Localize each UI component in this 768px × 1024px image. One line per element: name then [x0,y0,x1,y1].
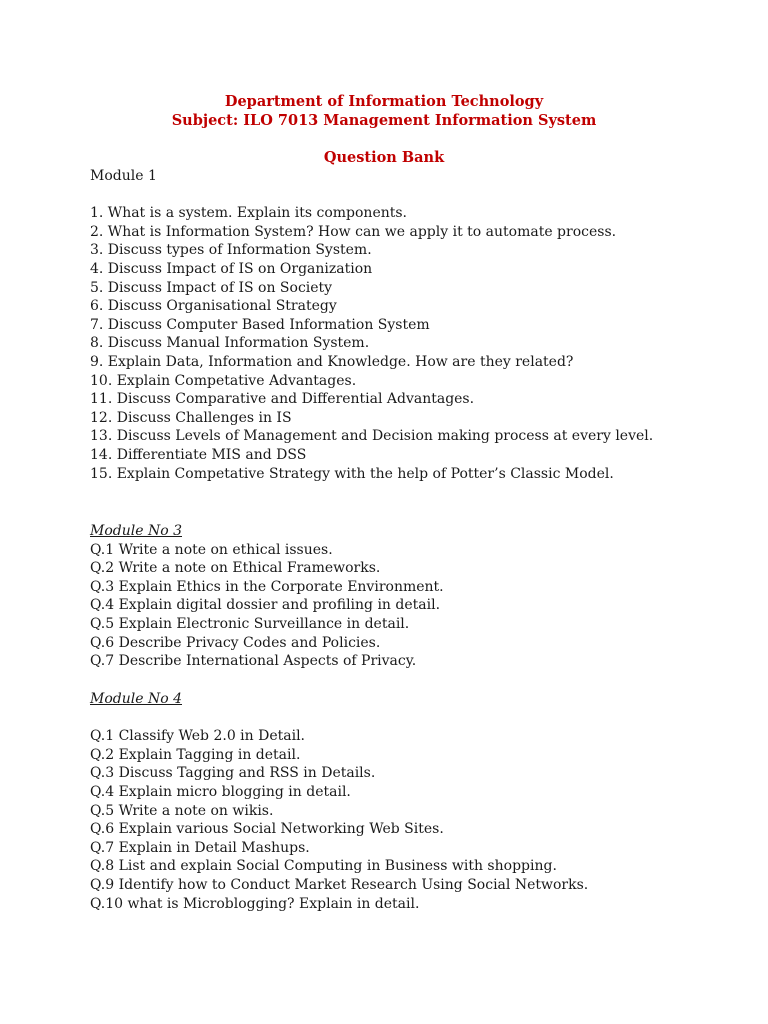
question-item: Q.4 Explain micro blogging in detail. [90,783,351,800]
question-item: Q.9 Identify how to Conduct Market Research Using Social Networks. [90,876,589,893]
question-item: Q.5 Explain Electronic Surveillance in detail. [90,615,410,632]
module-3-title: Module No 3 [90,523,182,539]
question-item: 11. Discuss Comparative and Differential Advantages. [90,391,475,408]
module-4-title: Module No 4 [90,691,182,707]
question-item: 4. Discuss Impact of IS on Organization [90,260,373,277]
question-item: Q.6 Explain various Social Networking Web Sites. [90,821,444,838]
question-item: Q.2 Explain Tagging in detail. [90,746,301,763]
blank-line [90,186,730,205]
module-1-title: Module 1 [90,168,157,184]
question-item: 10. Explain Competative Advantages. [90,372,357,389]
question-item: 14. Differentiate MIS and DSS [90,446,307,463]
question-item: 9. Explain Data, Information and Knowledge. How are they related? [90,353,574,370]
module-3-section [90,522,730,671]
question-item: Q.2 Write a note on Ethical Frameworks. [90,560,381,577]
question-bank-title: Question Bank [323,149,445,166]
module-4-section [90,690,730,913]
question-item: 5. Discuss Impact of IS on Society [90,279,333,296]
question-item: Q.10 what is Microblogging? Explain in detail. [90,895,420,912]
question-item: Q.8 List and explain Social Computing in Business with shopping. [90,858,557,875]
question-item: Q.1 Write a note on ethical issues. [90,541,333,558]
question-item: 6. Discuss Organisational Strategy [90,298,337,315]
question-item: Q.6 Describe Privacy Codes and Policies. [90,634,381,651]
question-item: Q.7 Describe International Aspects of Privacy. [90,653,417,670]
module-1-section [90,167,730,483]
question-item: Q.5 Write a note on wikis. [90,802,274,819]
blank-line [90,709,730,728]
question-item: 3. Discuss types of Information System. [90,242,372,259]
question-item: Q.7 Explain in Detail Mashups. [90,839,310,856]
question-item: Q.3 Explain Ethics in the Corporate Environment. [90,578,444,595]
question-item: Q.3 Discuss Tagging and RSS in Details. [90,765,376,782]
question-item: 8. Discuss Manual Information System. [90,335,370,352]
question-item: Q.4 Explain digital dossier and profiling in detail. [90,597,441,614]
question-item: 2. What is Information System? How can we apply it to automate process. [90,223,617,240]
question-item: Q.1 Classify Web 2.0 in Detail. [90,728,306,745]
question-item: 1. What is a system. Explain its components. [90,205,408,222]
department-heading: Department of Information Technology [224,93,544,110]
question-item: 12. Discuss Challenges in IS [90,409,292,426]
question-item: 13. Discuss Levels of Management and Decision making process at every level. [90,428,654,445]
question-item: 7. Discuss Computer Based Information System [90,316,430,333]
subject-heading: Subject: ILO 7013 Management Information System [171,112,597,129]
question-item: 15. Explain Competative Strategy with the help of Potter’s Classic Model. [90,465,614,482]
